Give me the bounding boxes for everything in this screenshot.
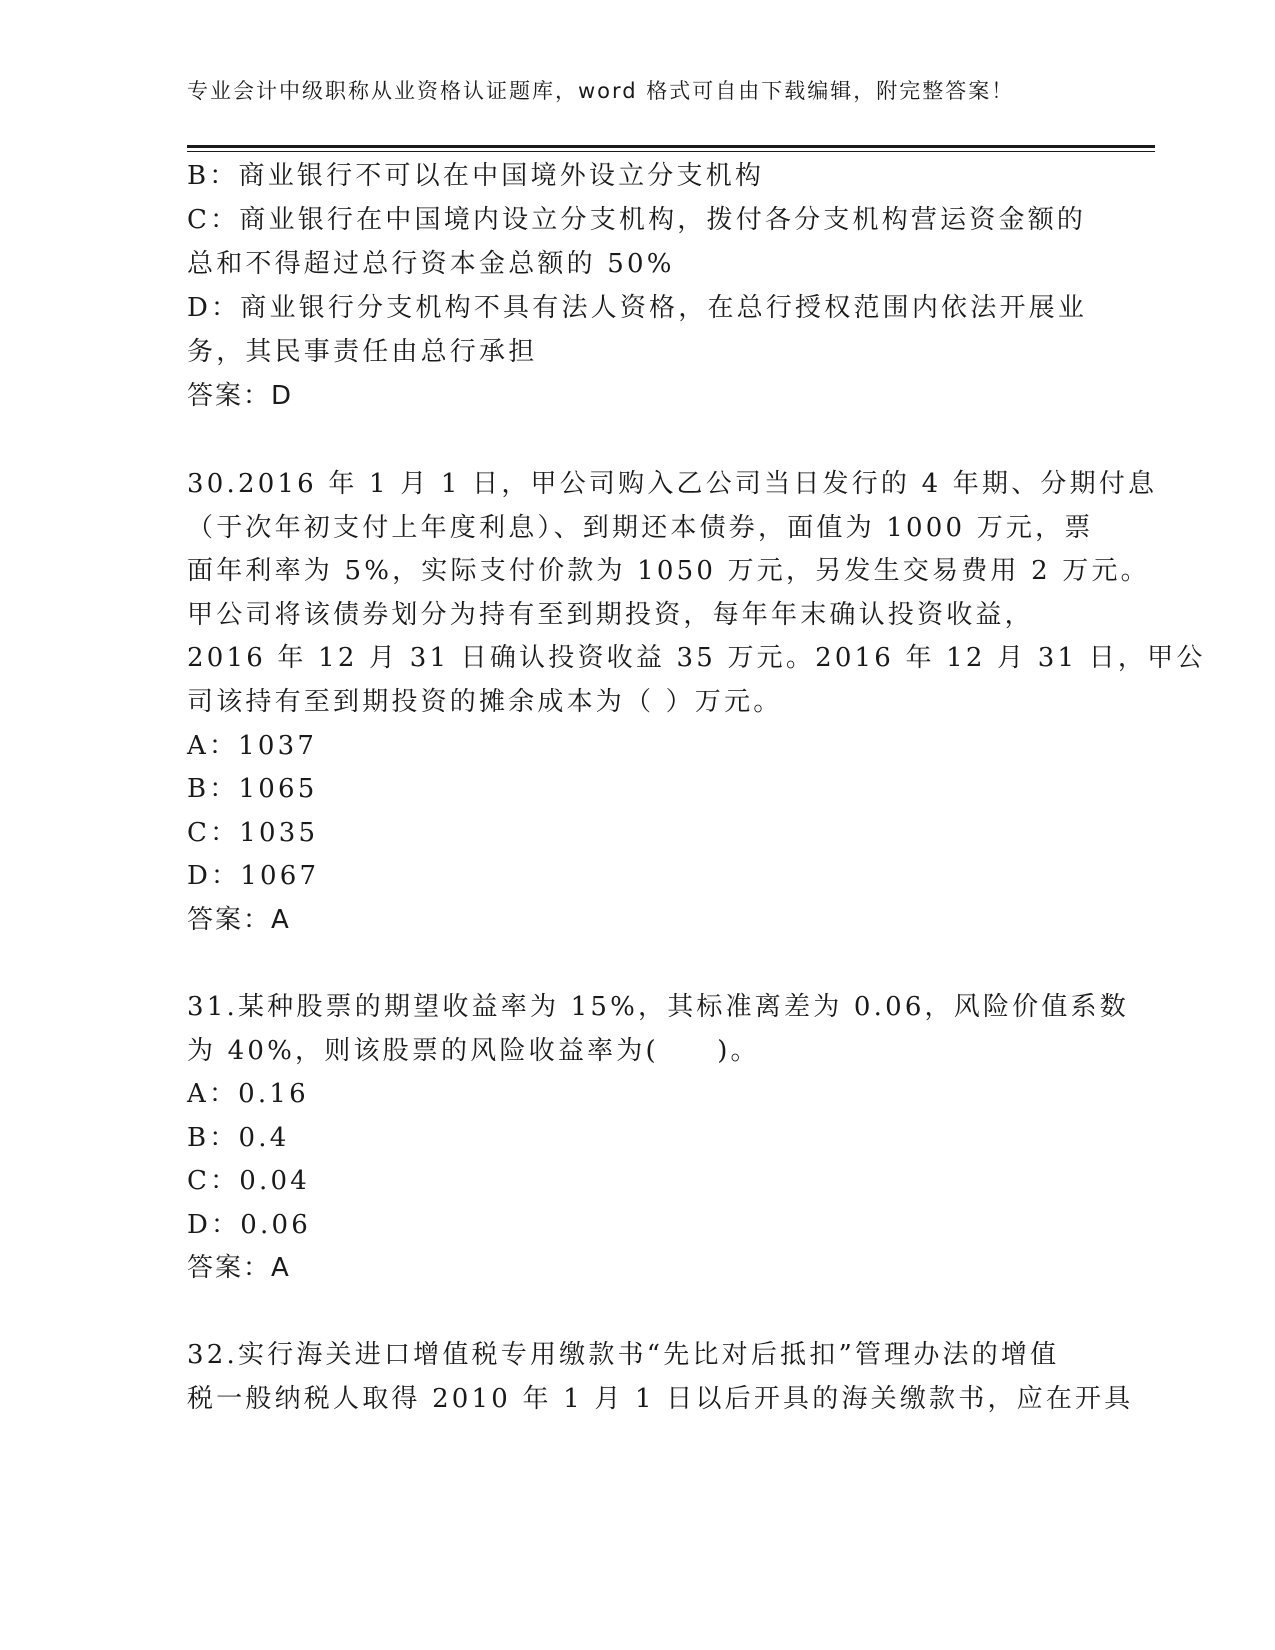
q29-option-c-line2: 总和不得超过总行资本金总额的 50%: [187, 249, 675, 279]
page-header: 专业会计中级职称从业资格认证题库，word 格式可自由下载编辑，附完整答案！: [187, 79, 1015, 103]
header-divider-thick: [187, 145, 1155, 148]
q29-answer: 答案：D: [187, 381, 294, 411]
q30-answer: 答案：A: [187, 905, 291, 935]
q30-stem-line3: 面年利率为 5%，实际支付价款为 1050 万元，另发生交易费用 2 万元。: [187, 556, 1150, 586]
q30-stem-line6: 司该持有至到期投资的摊余成本为（ ）万元。: [187, 687, 783, 717]
q30-stem-line4: 甲公司将该债券划分为持有至到期投资，每年年末确认投资收益，: [187, 600, 1034, 630]
q31-stem-line1: 31.某种股票的期望收益率为 15%，其标准离差为 0.06，风险价值系数: [187, 992, 1129, 1022]
q31-option-b: B：0.4: [187, 1123, 290, 1153]
q30-option-a: A：1037: [187, 731, 318, 761]
q30-option-d: D：1067: [187, 861, 320, 891]
q30-option-b: B：1065: [187, 774, 318, 804]
q29-option-c-line1: C：商业银行在中国境内设立分支机构，拨付各分支机构营运资金额的: [187, 205, 1087, 235]
q32-stem-line1: 32.实行海关进口增值税专用缴款书“先比对后抵扣”管理办法的增值: [187, 1340, 1060, 1370]
q29-option-b: B：商业银行不可以在中国境外设立分支机构: [187, 161, 765, 191]
q31-option-c: C：0.04: [187, 1166, 310, 1196]
q31-option-d: D：0.06: [187, 1210, 311, 1240]
q30-option-c: C：1035: [187, 818, 319, 848]
q29-option-d-line1: D：商业银行分支机构不具有法人资格，在总行授权范围内依法开展业: [187, 293, 1088, 323]
q30-stem-line2: （于次年初支付上年度利息）、到期还本债券，面值为 1000 万元，票: [187, 513, 1094, 543]
q31-answer: 答案：A: [187, 1253, 291, 1283]
q29-option-d-line2: 务，其民事责任由总行承担: [187, 337, 538, 367]
q31-option-a: A：0.16: [187, 1079, 309, 1109]
q30-stem-line1: 30.2016 年 1 月 1 日，甲公司购入乙公司当日发行的 4 年期、分期付息: [187, 469, 1158, 499]
header-divider-thin: [187, 151, 1155, 152]
q31-stem-line2: 为 40%，则该股票的风险收益率为( )。: [187, 1036, 760, 1066]
q32-stem-line2: 税一般纳税人取得 2010 年 1 月 1 日以后开具的海关缴款书，应在开具: [187, 1384, 1134, 1414]
q30-stem-line5: 2016 年 12 月 31 日确认投资收益 35 万元。2016 年 12 月 31 日，甲公: [187, 643, 1206, 673]
